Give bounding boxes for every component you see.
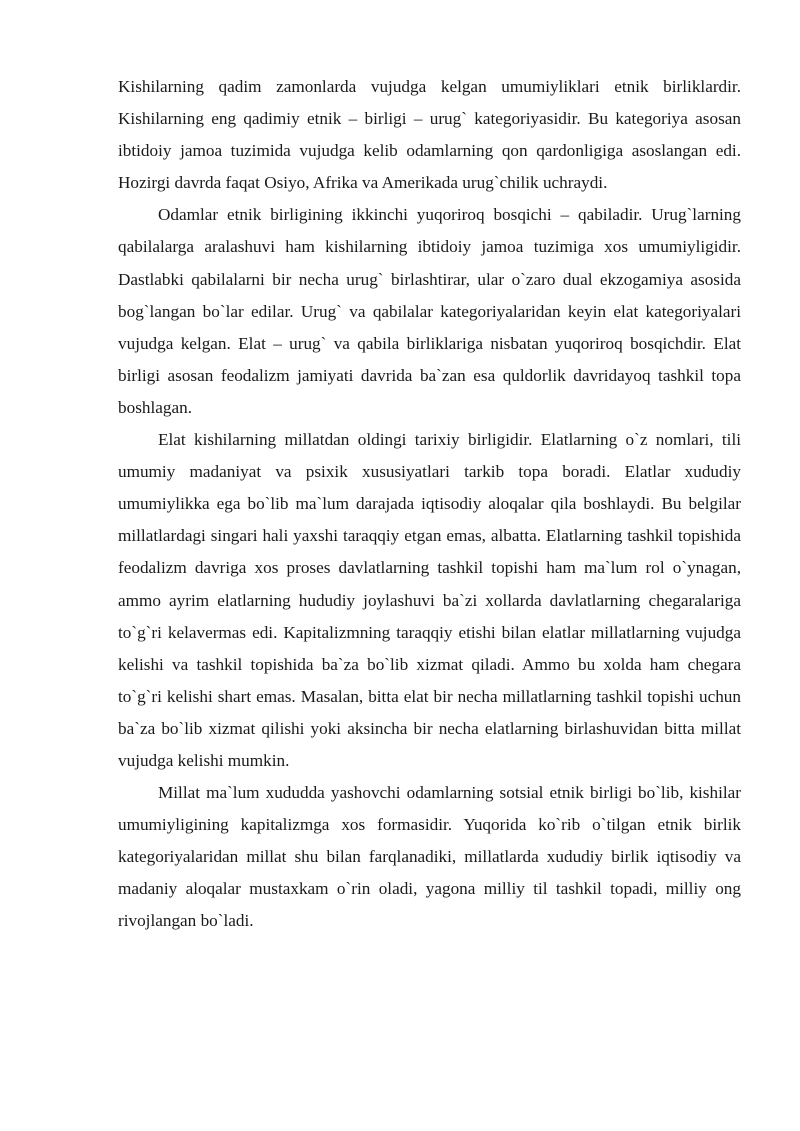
paragraph-1: Kishilarning qadim zamonlarda vujudga kelgan umumiyliklari etnik birliklardir. Kishilarning eng qadimiy etnik – birligi – urug` kategoriyasidir. Bu kategoriya asosan ibtidoiy jamoa tuzimida vujudga kelib odamlarning qon qardonligiga asoslangan edi. Hozirgi davrda faqat Osiyo, Afrika va Amerikada urug`chilik uchraydi. (118, 77, 741, 193)
paragraph-4: Millat ma`lum xududda yashovchi odamlarning sotsial etnik birligi bo`lib, kishilar umumiyligining kapitalizmga xos formasidir. Yuqorida ko`rib o`tilgan etnik birlik kategoriyalaridan millat shu bilan farqlanadiki, millatlarda xududiy birlik iqtisodiy va madaniy aloqalar mustaxkam o`rin oladi, yagona milliy til tashkil topadi, milliy ong rivojlangan bo`ladi. (118, 783, 741, 931)
document-page (118, 71, 741, 938)
paragraph-3: Elat kishilarning millatdan oldingi tarixiy birligidir. Elatlarning o`z nomlari, tili umumiy madaniyat va psixik xususiyatlari tarkib topa boradi. Elatlar xududiy umumiylikka ega bo`lib ma`lum darajada iqtisodiy aloqalar qila boshlaydi. Bu belgilar millatlardagi singari hali yaxshi taraqqiy etgan emas, albatta. Elatlarning tashkil topishida feodalizm davriga xos proses davlatlarning tashkil topishi ham ma`lum rol o`ynagan, ammo ayrim elatlarning hududiy joylashuvi ba`zi xollarda davlatlarning chegaralariga to`g`ri kelavermas edi. Kapitalizmning taraqqiy etishi bilan elatlar millatlarning vujudga kelishi va tashkil topishida ba`za bo`lib xizmat qiladi. Ammo bu xolda ham chegara to`g`ri kelishi shart emas. Masalan, bitta elat bir necha millatlarning tashkil topishi uchun ba`za bo`lib xizmat qilishi yoki aksincha bir necha elatlarning birlashuvidan bitta millat vujudga kelishi mumkin. (118, 430, 741, 770)
paragraph-2: Odamlar etnik birligining ikkinchi yuqoriroq bosqichi – qabiladir. Urug`larning qabilalarga aralashuvi ham kishilarning ibtidoiy jamoa tuzimiga xos umumiyligidir. Dastlabki qabilalarni bir necha urug` birlashtirar, ular o`zaro dual ekzogamiya asosida bog`langan bo`lar edilar. Urug` va qabilalar kategoriyalaridan keyin elat kategoriyalari vujudga kelgan. Elat – urug` va qabila birliklariga nisbatan yuqoriroq bosqichdir. Elat birligi asosan feodalizm jamiyati davrida ba`zan esa quldorlik davridayoq tashkil topa boshlagan. (118, 205, 741, 417)
